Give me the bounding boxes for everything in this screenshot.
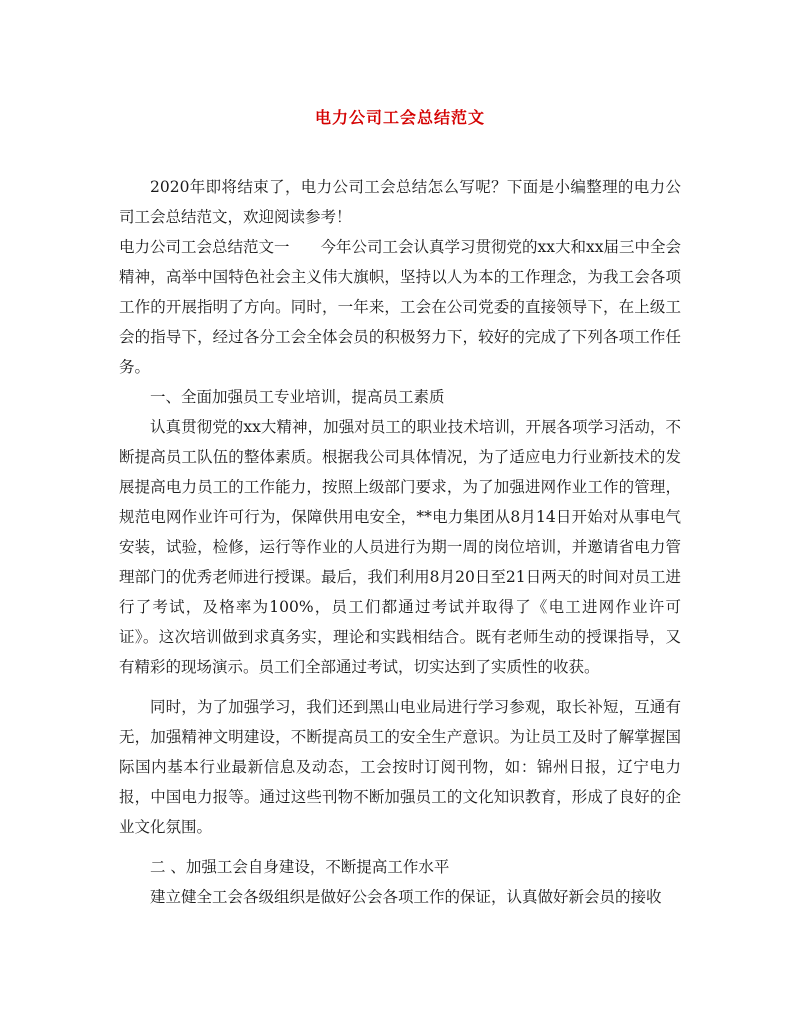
paragraph-intro: 2020年即将结束了，电力公司工会总结怎么写呢？下面是小编整理的电力公司工会总结范文，欢迎阅读参考！ [119,178,681,226]
heading-section-2: 二 、加强工会自身建设，不断提高工作水平 [150,858,450,876]
heading-section-1: 一、全面加强员工专业培训，提高员工素质 [150,388,445,406]
paragraph-training: 认真贯彻党的xx大精神，加强对员工的职业技术培训，开展各项学习活动，不断提高员工队伍的整体素质。根据我公司具体情况，为了适应电力行业新技术的发展提高电力员工的工作能力，按照上级部门要求，为了加强进网作业工作的管理，规范电网作业许可行为，保障供用电安全，**电力集团从8月14日开始对从事电气安装，试验，检修，运行等作业的人员进行为期一周的岗位培训，并邀请省电力管理部门的优秀老师进行授课。最后，我们利用8月20日至21日两天的时间对员工进行了考试，及格率为100%，员工们都通过考试并取得了《电工进网作业许可证》。这次培训做到求真务实，理论和实践相结合。既有老师生动的授课指导，又有精彩的现场演示。员工们全部通过考试，切实达到了实质性的收获。 [119,418,681,676]
document-title: 电力公司工会总结范文 [314,108,485,127]
paragraph-study: 同时，为了加强学习，我们还到黑山电业局进行学习参观，取长补短，互通有无，加强精神文明建设，不断提高员工的安全生产意识。为让员工及时了解掌握国际国内基本行业最新信息及动态，工会按时订阅刊物，如：锦州日报，辽宁电力报，中国电力报等。通过这些刊物不断加强员工的文化知识教育，形成了良好的企业文化氛围。 [119,698,681,836]
document-body [119,172,681,912]
paragraph-organization: 建立健全工会各级组织是做好公会各项工作的保证，认真做好新会员的接收 [150,888,662,906]
paragraph-section-one-lead: 电力公司工会总结范文一 今年公司工会认真学习贯彻党的xx大和xx届三中全会精神，高举中国特色社会主义伟大旗帜，坚持以人为本的工作理念，为我工会各项工作的开展指明了方向。同时，一年来，工会在公司党委的直接领导下，在上级工会的指导下，经过各分工会全体会员的积极努力下，较好的完成了下列各项工作任务。 [119,238,681,376]
